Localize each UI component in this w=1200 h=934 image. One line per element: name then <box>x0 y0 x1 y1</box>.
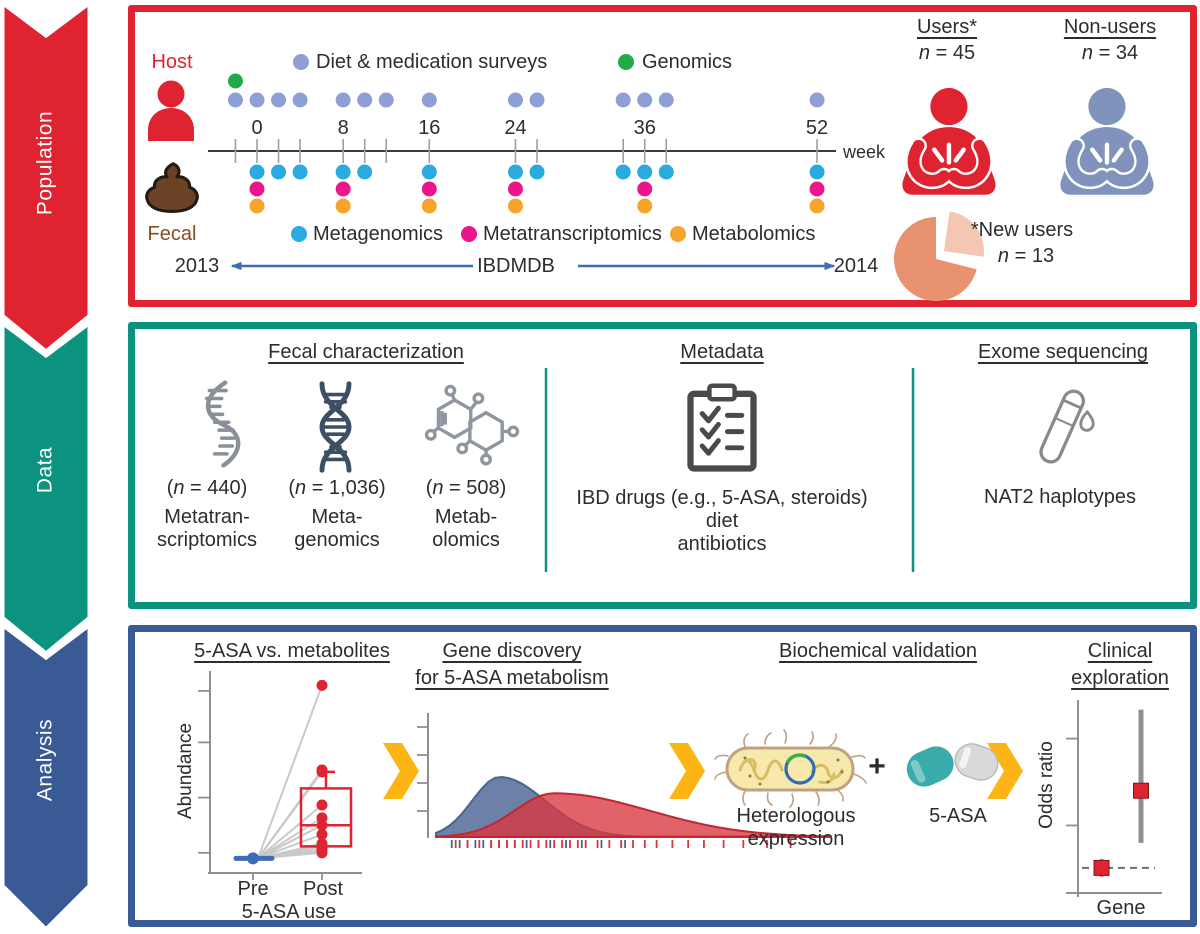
panel4-title-line1: Clinical <box>1087 640 1153 662</box>
week-axis-label: week <box>843 142 886 162</box>
metabolomics-dot <box>637 199 652 214</box>
week-tick-label: 8 <box>337 117 349 139</box>
host-person-icon <box>148 81 194 142</box>
odds-ratio-point <box>1094 860 1109 875</box>
test-tube-icon <box>1038 388 1093 465</box>
survey-dot <box>810 93 825 108</box>
post-dot <box>317 766 328 777</box>
metatranscriptomics-dot <box>422 182 437 197</box>
legend-metabolomics-label: Metabolomics <box>692 223 816 245</box>
plus-sign: + <box>868 750 886 783</box>
metadata-line-antibiotics: antibiotics <box>677 533 767 555</box>
nonusers-n: n <box>1081 42 1094 64</box>
users-title: Users* <box>916 16 978 38</box>
post-dot <box>317 847 328 858</box>
metatranscriptomics-n <box>167 477 248 499</box>
n: n <box>432 477 444 499</box>
metagenomics-dot <box>659 165 674 180</box>
week-tick-label: 16 <box>418 117 441 139</box>
legend-genomics-label: Genomics <box>642 51 733 73</box>
lp: ( <box>288 477 296 499</box>
survey-dot <box>293 93 308 108</box>
survey-dot <box>336 93 351 108</box>
nonusers-count <box>1082 42 1138 64</box>
new-users-note: *New users <box>970 219 1074 241</box>
metagenomics-dot <box>508 165 523 180</box>
pre-tick-label: Pre <box>237 878 269 900</box>
metabolomics-dot <box>336 199 351 214</box>
survey-dot <box>422 93 437 108</box>
clipboard-icon <box>691 386 754 469</box>
metagenomics-dot <box>250 165 265 180</box>
year-start-label: 2013 <box>174 255 220 277</box>
pill-icon <box>901 740 1002 793</box>
metagenomics-dot <box>357 165 372 180</box>
metagenomics-dot <box>616 165 631 180</box>
survey-dot <box>357 93 372 108</box>
survey-dot <box>530 93 545 108</box>
heterologous-label-line1: Heterologous <box>736 805 856 827</box>
metatranscriptomics-name-line2: scriptomics <box>156 529 258 551</box>
user-person-icon <box>902 88 995 195</box>
post-dot <box>317 799 328 810</box>
post-dot <box>317 680 328 691</box>
rna-icon <box>207 383 238 466</box>
population-banner-label: Population <box>33 110 57 216</box>
metabolomics-dot <box>422 199 437 214</box>
nonusers-value: = 34 <box>1093 42 1139 64</box>
genomics-dot <box>228 74 243 89</box>
year-end-label: 2014 <box>833 255 879 277</box>
metabolomics-dot <box>810 199 825 214</box>
users-n: n <box>918 42 931 64</box>
analysis-banner-label: Analysis <box>33 718 57 802</box>
fecal-label: Fecal <box>147 223 197 245</box>
odds-ratio-plot <box>1066 700 1162 897</box>
panel4-title-line2: exploration <box>1071 667 1169 689</box>
panel1-x-caption: 5-ASA use <box>241 901 337 923</box>
lp: ( <box>166 477 174 499</box>
week-tick-label: 0 <box>251 117 263 139</box>
new-users-value: = 13 <box>1009 245 1055 267</box>
week-tick-label: 24 <box>504 117 527 139</box>
heterologous-label-line2: expression <box>747 828 845 850</box>
chevron-right-icon <box>383 743 419 799</box>
panel1-title: 5-ASA vs. metabolites <box>194 640 390 662</box>
metatranscriptomics-dot <box>508 182 523 197</box>
survey-dot <box>508 93 523 108</box>
value: = 508) <box>443 477 507 499</box>
survey-dot <box>637 93 652 108</box>
metatranscriptomics-dot <box>250 182 265 197</box>
genomics-dot-icon <box>618 54 634 70</box>
metagenomics-dot <box>637 165 652 180</box>
gene-axis-label: Gene <box>1096 897 1146 919</box>
metagenomics-name-line2: genomics <box>294 529 380 551</box>
panel3-title: Biochemical validation <box>779 640 977 662</box>
metabolomics-dot <box>250 199 265 214</box>
legend-metatranscriptomics-label: Metatranscriptomics <box>483 223 662 245</box>
metagenomics-dot <box>336 165 351 180</box>
metabolomics-name-line1: Metab- <box>434 506 498 528</box>
n: n <box>173 477 185 499</box>
fecal-characterization-title: Fecal characterization <box>268 341 464 363</box>
value: = 440) <box>184 477 248 499</box>
lp: ( <box>425 477 433 499</box>
metagenomics-dot-icon <box>291 226 307 242</box>
week-tick-label: 52 <box>805 117 829 139</box>
n: n <box>295 477 307 499</box>
metatranscriptomics-dot <box>336 182 351 197</box>
molecule-icon <box>427 386 518 463</box>
nonuser-person-icon <box>1060 88 1153 195</box>
pre-dot <box>247 852 259 864</box>
metadata-line-diet: diet <box>705 510 739 532</box>
week-tick-label: 36 <box>633 117 656 139</box>
metagenomics-dot <box>293 165 308 180</box>
metabolomics-name-line2: olomics <box>432 529 500 551</box>
legend-metagenomics-label: Metagenomics <box>313 223 444 245</box>
prepost-plot <box>198 671 362 880</box>
metabolomics-dot <box>508 199 523 214</box>
stage-banners <box>2 2 90 930</box>
survey-dot <box>228 93 243 108</box>
exome-sequencing-title: Exome sequencing <box>977 341 1149 363</box>
nonusers-title: Non-users <box>1063 16 1157 38</box>
survey-dot <box>379 93 394 108</box>
survey-dot <box>250 93 265 108</box>
panel2-title-line2: for 5-ASA metabolism <box>415 667 609 689</box>
host-label: Host <box>151 51 193 73</box>
post-tick-label: Post <box>302 878 344 900</box>
metagenomics-dot <box>422 165 437 180</box>
metagenomics-n <box>288 477 385 499</box>
legend-diet-surveys-label: Diet & medication surveys <box>316 51 548 73</box>
value: = 1,036) <box>306 477 386 499</box>
metatranscriptomics-dot-icon <box>461 226 477 242</box>
metatranscriptomics-dot <box>810 182 825 197</box>
abundance-axis-label: Abundance <box>175 722 196 820</box>
5asa-pill-label: 5-ASA <box>929 805 987 827</box>
metagenomics-dot <box>530 165 545 180</box>
survey-dot <box>271 93 286 108</box>
new-users-n: n <box>997 245 1010 267</box>
metatranscriptomics-dot <box>637 182 652 197</box>
panel2-title-line1: Gene discovery <box>442 640 582 662</box>
metagenomics-dot <box>271 165 286 180</box>
users-count <box>919 42 975 64</box>
sampling-timeline <box>208 74 836 214</box>
dna-icon <box>322 384 349 470</box>
metabolomics-dot-icon <box>670 226 686 242</box>
survey-dot <box>616 93 631 108</box>
study-name-label: IBDMDB <box>477 255 555 277</box>
data-banner-label: Data <box>33 446 57 494</box>
odds-ratio-point <box>1134 783 1149 798</box>
users-value: = 45 <box>930 42 976 64</box>
bacterium-icon <box>715 730 866 807</box>
diet-survey-dot-icon <box>293 54 309 70</box>
chevron-right-icon <box>669 743 705 799</box>
metagenomics-dot <box>810 165 825 180</box>
odds-ratio-axis-label: Odds ratio <box>1036 741 1057 829</box>
poop-icon <box>147 164 198 212</box>
nat2-haplotypes-label: NAT2 haplotypes <box>984 486 1136 508</box>
new-users-count <box>998 245 1054 267</box>
survey-dot <box>659 93 674 108</box>
metatranscriptomics-name-line1: Metatran- <box>164 506 250 528</box>
metagenomics-name-line1: Meta- <box>311 506 363 528</box>
metadata-title: Metadata <box>680 341 764 363</box>
metadata-line-drugs: IBD drugs (e.g., 5-ASA, steroids) <box>576 487 868 509</box>
metabolomics-n <box>426 477 507 499</box>
